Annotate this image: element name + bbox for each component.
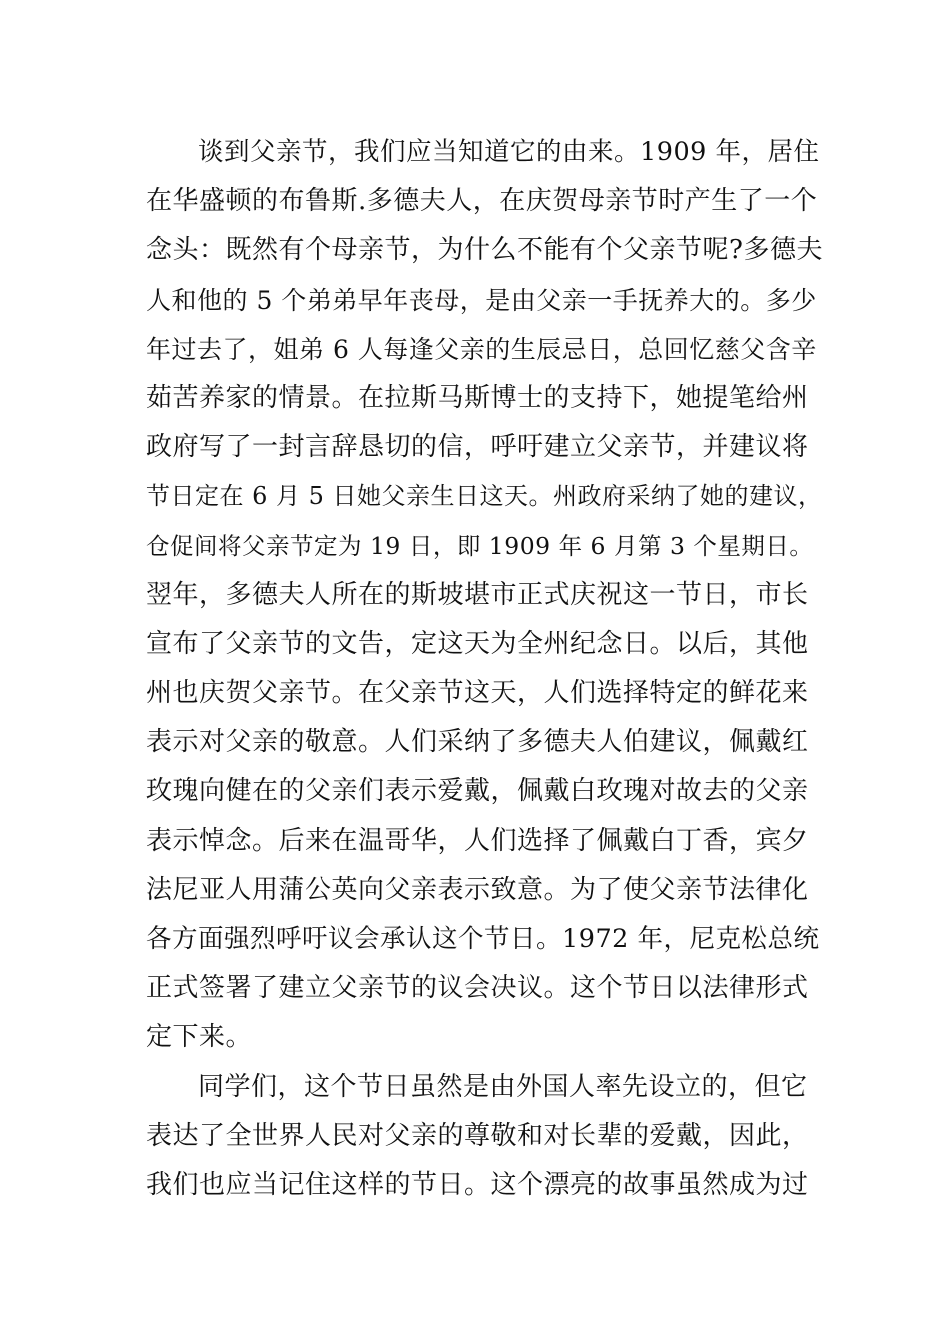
paragraph-1-line-16: 法尼亚人用蒲公英向父亲表示致意。为了使父亲节法律化 (146, 874, 809, 905)
paragraph-2-line-3: 我们也应当记住这样的节日。这个漂亮的故事虽然成为过 (146, 1169, 809, 1200)
paragraph-1-line-8: 节日定在 6 月 5 日她父亲生日这天。州政府采纳了她的建议， (146, 482, 823, 511)
paragraph-1-line-14: 玫瑰向健在的父亲们表示爱戴，佩戴白玫瑰对故去的父亲 (146, 776, 809, 807)
paragraph-1-line-15: 表示悼念。后来在温哥华，人们选择了佩戴白丁香，宾夕 (146, 825, 809, 856)
paragraph-1-line-18: 正式签署了建立父亲节的议会决议。这个节日以法律形式 (146, 973, 809, 1004)
paragraph-1-line-10: 翌年，多德夫人所在的斯坡堪市正式庆祝这一节日，市长 (146, 579, 809, 610)
paragraph-1-line-17: 各方面强烈呼吁议会承认这个节日。1972 年，尼克松总统 (146, 924, 820, 954)
paragraph-1-line-2: 在华盛顿的布鲁斯.多德夫人，在庆贺母亲节时产生了一个 (146, 186, 818, 217)
paragraph-2-line-2: 表达了全世界人民对父亲的尊敬和对长辈的爱戴，因此， (146, 1120, 809, 1151)
paragraph-1-line-6: 茹苦养家的情景。在拉斯马斯博士的支持下，她提笔给州 (146, 382, 809, 413)
paragraph-1-line-13: 表示对父亲的敬意。人们采纳了多德夫人伯建议，佩戴红 (146, 727, 809, 758)
paragraph-1-line-4: 人和他的 5 个弟弟早年丧母，是由父亲一手抚养大的。多少 (146, 285, 817, 315)
paragraph-1-line-1: 谈到父亲节，我们应当知道它的由来。1909 年，居住 (198, 137, 820, 167)
paragraph-1-line-7: 政府写了一封言辞恳切的信，呼吁建立父亲节，并建议将 (146, 432, 809, 463)
paragraph-1-line-11: 宣布了父亲节的文告，定这天为全州纪念日。以后，其他 (146, 628, 809, 659)
paragraph-1-line-19: 定下来。 (146, 1022, 253, 1053)
paragraph-2-line-1: 同学们，这个节日虽然是由外国人率先设立的，但它 (198, 1071, 808, 1102)
document-body (146, 128, 826, 1210)
paragraph-1-line-3: 念头：既然有个母亲节，为什么不能有个父亲节呢?多德夫 (146, 235, 823, 266)
paragraph-1-line-9: 仓促间将父亲节定为 19 日，即 1909 年 6 月第 3 个星期日。 (146, 531, 814, 560)
paragraph-1-line-5: 年过去了，姐弟 6 人每逢父亲的生辰忌日，总回忆慈父含辛 (146, 334, 817, 364)
paragraph-1-line-12: 州也庆贺父亲节。在父亲节这天，人们选择特定的鲜花来 (146, 678, 809, 709)
